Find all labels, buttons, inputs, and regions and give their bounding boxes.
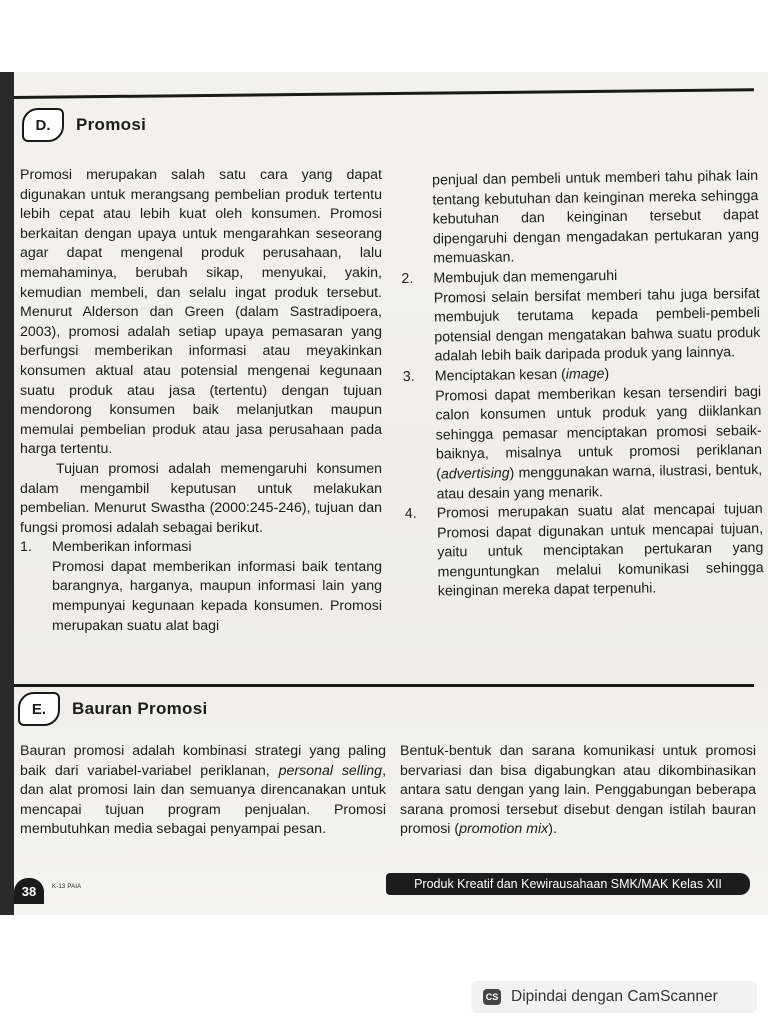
camscanner-text: Dipindai dengan CamScanner [511, 988, 718, 1005]
book-title-banner: Produk Kreatif dan Kewirausahaan SMK/MAK Kelas XII [386, 873, 750, 895]
bauran-paragraph-1-italic: personal selling [278, 762, 383, 779]
section-e-header [18, 692, 208, 726]
promosi-paragraph-1: Promosi merupakan salah satu cara yang dapat digunakan untuk merangsang pembelian produk tertentu lebih cepat atau lebih kuat oleh konsumen. Promosi berkaitan dengan upaya untuk mengarahkan seseorang agar dapat mengenal produk perusahaan, lalu memahaminya, berubah sikap, menyukai, yakin, kemudian membeli, dan selalu ingat produk tersebut. Menurut Alderson dan Green (dalam Sastradipoera, 2003), promosi adalah setiap upaya pemasaran yang berfungsi memberikan informasi atau meyakinkan konsumen aktual atau potensial mengenai kegunaan suatu produk atau jasa (tertentu) dengan tujuan mendorong konsumen baik melanjutkan maupun memulai pembelian produk atau jasa perusahaan pada harga tertentu. [20, 167, 382, 458]
list-item-3-body-text: Promosi dapat memberikan kesan tersendiri bagi calon konsumen untuk produk yang diiklankan sehingga pemasar menciptakan promosi sebaik-baiknya, misalnya untuk promosi periklanan ( [435, 383, 763, 483]
section-e-right-column [400, 742, 756, 840]
scan-top-margin [0, 0, 768, 72]
section-d-header [22, 108, 146, 142]
bauran-paragraph-1-end: , dan alat promosi lain dan semuanya direncanakan untuk mencapai tujuan program penjualan. Promosi membutuhkan media sebagai penyampai pesan. [20, 762, 387, 838]
page-footer-left [14, 878, 81, 904]
bauran-paragraph-1 [20, 742, 386, 840]
list-item-2-body: Promosi selain bersifat memberi tahu juga bersifat membujuk terutama kepada pembeli-pembeli potensial dengan mengatakan bahwa suatu produk adalah lebih baik daripada produk yang lainnya. [433, 285, 761, 365]
list-item-1-title: Memberikan informasi [52, 539, 192, 556]
list-item-1-number: 1. [20, 539, 32, 556]
bauran-paragraph-2-text: Bentuk-bentuk dan sarana komunikasi untuk promosi bervariasi dan bisa digabungkan atau dikombinasikan antara satu dengan yang lain. Penggabungan beberapa sarana promosi tersebut disebut dengan istilah bauran promosi ( [400, 743, 756, 838]
promosi-paragraph-2: Tujuan promosi adalah memengaruhi konsumen dalam mengambil keputusan untuk melakukan pembelian. Menurut Swastha (2000:245-246), tujuan dan fungsi promosi adalah sebagai berikut. [20, 460, 382, 536]
list-item-3-number: 3. [402, 368, 415, 385]
section-d-title: Promosi [76, 115, 147, 134]
camscanner-watermark [471, 981, 757, 1013]
section-d-top-rule [14, 88, 754, 99]
section-e-left-column [20, 742, 386, 840]
section-d-right-column [400, 167, 764, 603]
list-item-3-title-text: Menciptakan kesan ( [434, 366, 566, 385]
bauran-paragraph-1-text: Bauran promosi adalah kombinasi strategi yang paling baik dari variabel-variabel periklanan, [20, 743, 386, 779]
list-item-4 [405, 500, 764, 603]
list-item-1 [20, 538, 382, 558]
section-d-left-column [20, 166, 382, 636]
list-item-3-body-end: ) menggunakan warna, ilustrasi, bentuk, atau desain yang menarik. [436, 461, 763, 503]
section-e-badge: E. [18, 692, 60, 726]
list-item-3-body-italic: advertising [440, 465, 510, 483]
bauran-paragraph-2-end: ). [548, 821, 557, 838]
bauran-paragraph-2-italic: promotion mix [459, 821, 549, 838]
section-e-top-rule [14, 684, 754, 687]
section-e-title: Bauran Promosi [72, 699, 208, 718]
list-item-3-title-italic: image [565, 366, 605, 383]
curriculum-logo-mark: K-13 PAIA [52, 884, 82, 890]
list-item-1-body: Promosi dapat memberikan informasi baik tentang barangnya, harganya, maupun informasi lain yang mempunyai kegunaan kepada konsumen. Promosi merupakan suatu alat bagi [52, 558, 382, 634]
list-item-4-number: 4. [404, 505, 417, 523]
list-item-2-title: Membujuk dan memengaruhi [433, 267, 618, 287]
list-item-4-text: Promosi merupakan suatu alat mencapai tujuan Promosi dapat digunakan untuk mencapai tujuan, yaitu untuk menciptakan pertukaran yang menguntungkan melalui komunikasi sehingga keinginan mereka dapat terpenuhi. [436, 501, 764, 600]
page-binding-edge [0, 72, 14, 915]
list-item-3-body [403, 383, 763, 506]
page-number: 38 [14, 878, 44, 904]
list-item-2-number: 2. [401, 270, 414, 287]
list-item-3-title-close: ) [604, 366, 610, 383]
section-d-badge: D. [22, 108, 64, 142]
bauran-paragraph-2 [400, 742, 756, 840]
camscanner-icon: CS [483, 989, 501, 1005]
list-item-1-continuation: penjual dan pembeli untuk memberi tahu pihak lain tentang kebutuhan dan keinginan mereka sehingga kebutuhan dan keinginan tersebut dapat dipengaruhi dengan mengadakan pertukaran yang memuaskan. [432, 168, 760, 267]
